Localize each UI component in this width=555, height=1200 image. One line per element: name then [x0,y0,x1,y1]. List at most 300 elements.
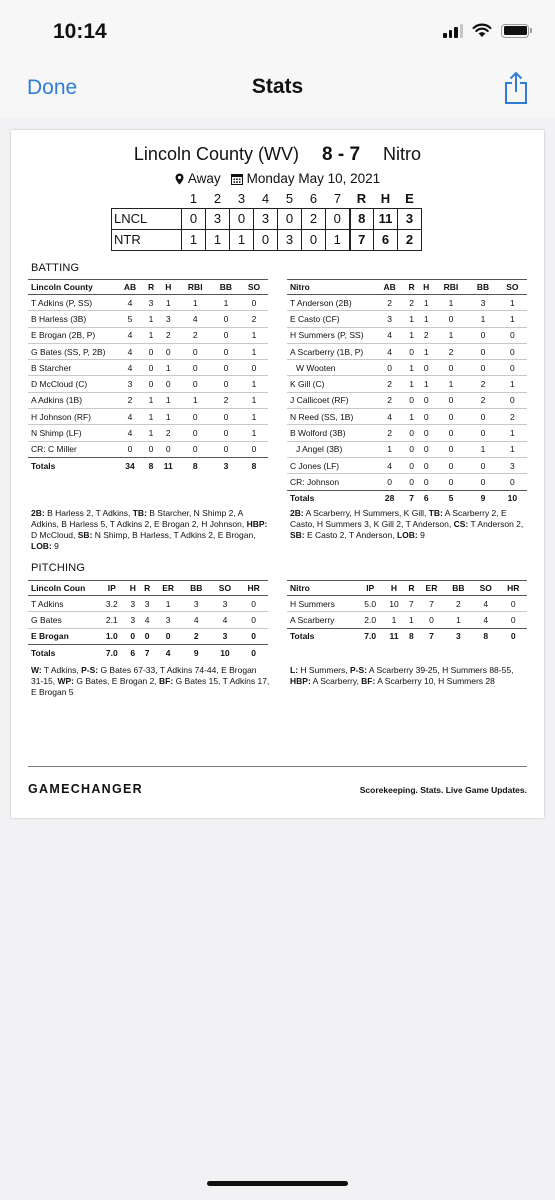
stat-column-header: ER [418,581,444,596]
stat-cell: 1 [404,360,419,376]
stat-cell: 2 [445,596,472,612]
stat-cell: 0 [498,474,527,490]
stat-column-header: RBI [179,280,212,295]
stat-cell: 1 [240,343,268,359]
batter-row [28,425,268,441]
stat-cell: 4 [140,612,154,628]
inning-runs: 0 [230,208,254,229]
stat-column-header: R [144,280,158,295]
inning-runs: 1 [182,229,206,250]
inning-header: 7 [333,191,342,207]
total-stat-cell: 6 [419,490,434,506]
stat-column-header: SO [240,280,268,295]
player-name: A Scarberry [287,612,357,628]
stat-cell: 3 [140,596,154,612]
stat-cell: 4 [375,343,404,359]
stat-cell: 0 [144,343,158,359]
note-value: 9 [417,530,425,540]
stat-column-header: SO [498,280,527,295]
stat-column-header: R [404,280,419,295]
stat-cell: 0 [158,343,179,359]
stat-cell: 1 [434,376,469,392]
inning-runs: 0 [326,208,350,229]
inning-runs: 1 [326,229,350,250]
stat-cell: 1 [445,612,472,628]
stat-cell: 3.2 [98,596,126,612]
stat-cell: 1 [240,376,268,392]
stat-cell: 0 [498,343,527,359]
team-column-header: Lincoln Coun [28,581,98,596]
stat-cell: 0 [434,474,469,490]
away-team-name: Nitro [383,144,422,164]
stat-cell: 2 [375,425,404,441]
stat-cell: 5.0 [357,596,383,612]
lincoln-pitching-notes [31,665,271,698]
total-stat-cell: 5 [434,490,469,506]
stat-cell: 0 [419,457,434,473]
stat-cell: 0 [240,360,268,376]
pitcher-row [28,612,268,628]
stat-cell: 0 [419,409,434,425]
note-value: D McCloud, [31,530,78,540]
stat-cell: 0 [434,392,469,408]
note-key: BF: [159,676,174,686]
stat-cell: 4 [116,409,144,425]
total-stat-cell: 7.0 [357,628,383,644]
inning-runs: 3 [206,208,230,229]
note-key: TB: [428,508,443,518]
batter-row [28,392,268,408]
stat-cell: 1 [240,327,268,343]
stat-cell: 0 [434,409,469,425]
inning-header: 2 [213,191,222,207]
total-stat-cell: 10 [498,490,527,506]
totals-label: Totals [28,644,98,660]
batter-row [28,360,268,376]
player-name: J Angel (3B) [287,441,375,457]
inning-header: 3 [237,191,246,207]
table-header-row [28,581,268,596]
note-value: G Bates 15, T Adkins 17, E Brogan 5 [31,676,270,697]
stat-column-header: BB [212,280,240,295]
game-date: Monday May 10, 2021 [246,171,381,186]
note-key: HBP: [290,676,311,686]
stat-cell: 1 [212,295,240,311]
stat-column-header: SO [472,581,499,596]
linescore-row [112,229,422,250]
total-stat-cell: 3 [212,457,240,473]
total-stat-cell: 8 [405,628,419,644]
stat-cell: 0 [140,628,154,644]
note-key: P-S: [349,665,367,675]
stat-cell: 0 [116,441,144,457]
player-name: CR: C Miller [28,441,116,457]
stat-cell: 0 [404,474,419,490]
totals-row [28,644,268,660]
home-team-name: Lincoln County (WV) [133,144,299,164]
total-runs: 8 [350,208,374,229]
stat-cell: 1 [404,376,419,392]
stat-cell: 2 [182,628,211,644]
batter-row [287,441,527,457]
stat-cell: 0 [212,441,240,457]
stat-column-header: H [158,280,179,295]
stat-cell: 0 [434,457,469,473]
stat-cell: 2 [468,392,497,408]
stat-cell: 3 [158,311,179,327]
total-stat-cell: 7 [404,490,419,506]
stat-cell: 1 [240,425,268,441]
player-name: G Bates (SS, P, 2B) [28,343,116,359]
note-key: CS: [453,519,469,529]
stat-cell: 0 [404,392,419,408]
stat-column-header: AB [116,280,144,295]
batter-row [287,474,527,490]
stat-cell: 0 [154,628,182,644]
note-value: E Casto 2, T Anderson, [304,530,397,540]
stat-cell: 0 [404,441,419,457]
player-name: E Casto (CF) [287,311,375,327]
stat-cell: 1 [240,392,268,408]
stat-cell: 1 [468,311,497,327]
total-stat-cell: 11 [158,457,179,473]
table-header-row [287,280,527,295]
stat-cell: 0 [375,474,404,490]
stat-cell: 2 [404,295,419,311]
player-name: B Harless (3B) [28,311,116,327]
page-title: Stats [251,75,304,98]
inning-header: 6 [309,191,318,207]
player-name: G Bates [28,612,98,628]
stat-cell: 0 [144,441,158,457]
stat-cell: 2 [468,376,497,392]
note-value: H Summers, [298,665,350,675]
stat-cell: 1 [179,295,212,311]
note-key: LOB: [31,541,52,551]
totals-row [287,628,527,644]
inning-runs: 0 [254,229,278,250]
player-name: A Scarberry (1B, P) [287,343,375,359]
stat-cell: 0 [404,343,419,359]
game-location: Away [187,171,221,186]
inning-runs: 0 [302,229,326,250]
stat-column-header: R [140,581,154,596]
stat-cell: 1 [144,425,158,441]
stat-cell: 0 [468,327,497,343]
stat-column-header: H [419,280,434,295]
stat-cell: 3 [211,596,240,612]
stat-cell: 10 [383,596,404,612]
stat-cell: 0 [126,628,140,644]
stat-cell: 1 [154,596,182,612]
batter-row [28,376,268,392]
stat-cell: 0 [434,360,469,376]
stat-cell: 1 [158,360,179,376]
stat-cell: 0 [419,425,434,441]
stat-cell: 1 [405,612,419,628]
inning-runs: 0 [278,208,302,229]
stat-cell: 0 [499,596,527,612]
stat-cell: 4 [116,295,144,311]
batter-row [287,457,527,473]
stat-cell: 1 [144,409,158,425]
team-column-header: Lincoln County [28,280,116,295]
stat-cell: 0 [212,327,240,343]
stat-cell: 0 [212,409,240,425]
player-name: T Adkins [28,596,98,612]
stat-cell: 1 [404,409,419,425]
note-value: T Adkins, [41,665,82,675]
total-stat-cell: 0 [499,628,527,644]
status-bar [0,0,555,62]
share-icon[interactable] [503,71,529,105]
stat-cell: 0 [179,409,212,425]
stat-cell: 4 [472,612,499,628]
player-name: J Callicoet (RF) [287,392,375,408]
stat-cell: 1 [434,327,469,343]
stat-cell: 0 [468,343,497,359]
batter-row [287,425,527,441]
nitro-batting-notes [290,508,530,541]
total-stat-cell: 28 [375,490,404,506]
stat-cell: 0 [212,343,240,359]
gamechanger-logo: GAMECHANGER [28,782,143,796]
stat-cell: 3 [211,628,240,644]
player-name: H Johnson (RF) [28,409,116,425]
status-icons [443,23,529,38]
inning-header: 4 [261,191,270,207]
stat-cell: 0 [404,425,419,441]
stat-cell: 4 [179,311,212,327]
stat-cell: 1 [158,409,179,425]
total-stat-cell: 4 [154,644,182,660]
note-key: TB: [132,508,147,518]
note-value: B Starcher, N Shimp 2, A Adkins, B Harless 5, T Adkins 2, E Brogan 2, H Johnson, [31,508,247,529]
player-name: T Anderson (2B) [287,295,375,311]
stat-cell: 1 [144,327,158,343]
stat-column-header: BB [445,581,472,596]
pitcher-row [287,596,527,612]
note-value: T Anderson 2, [468,519,524,529]
stat-cell: 2 [498,409,527,425]
stat-cell: 0 [212,360,240,376]
done-button[interactable]: Done [27,76,78,99]
player-name: A Adkins (1B) [28,392,116,408]
footer-divider [28,766,527,767]
total-errors: 2 [398,229,422,250]
stat-cell: 4 [116,425,144,441]
final-score: 8 - 7 [322,144,361,165]
stat-cell: 4 [375,327,404,343]
stat-cell: 4 [116,360,144,376]
note-key: WP: [57,676,74,686]
note-value: A Scarberry, [310,676,362,686]
stat-cell: 1 [383,612,404,628]
hits-header: H [380,191,391,207]
stat-cell: 0 [419,474,434,490]
total-stat-cell: 10 [211,644,240,660]
stat-column-header: HR [499,581,527,596]
batter-row [28,295,268,311]
stat-column-header: BB [182,581,211,596]
note-value: N Shimp, B Harless, T Adkins 2, E Brogan, [92,530,256,540]
stat-cell: 1 [498,295,527,311]
stat-cell: 0 [434,425,469,441]
total-stat-cell: 8 [472,628,499,644]
stat-cell: 1 [434,295,469,311]
cellular-signal-icon [443,24,463,38]
stat-cell: 0 [239,596,268,612]
stat-cell: 1 [404,311,419,327]
status-time: 10:14 [53,20,107,43]
stat-cell: 0 [240,295,268,311]
stat-cell: 4 [375,457,404,473]
note-key: W: [31,665,42,675]
note-key: 2B: [31,508,45,518]
stat-cell: 1 [179,392,212,408]
inning-runs: 1 [206,229,230,250]
stat-cell: 1 [498,425,527,441]
batting-section-title: BATTING [31,262,80,274]
stat-cell: 0 [498,392,527,408]
total-errors: 3 [398,208,422,229]
stat-cell: 1 [158,392,179,408]
stat-column-header: H [126,581,140,596]
totals-label: Totals [287,628,357,644]
stat-cell: 0 [419,441,434,457]
stat-column-header: AB [375,280,404,295]
stat-cell: 0 [212,376,240,392]
stat-cell: 0 [404,457,419,473]
lincoln-batting-table [28,279,268,473]
total-stat-cell: 7 [140,644,154,660]
stat-cell: 1 [419,311,434,327]
stat-cell: 0 [499,612,527,628]
batter-row [28,441,268,457]
nitro-batting-table [287,279,527,506]
player-name: H Summers (P, SS) [287,327,375,343]
total-hits: 11 [374,208,398,229]
stat-cell: 0 [158,376,179,392]
stat-cell: 0 [419,360,434,376]
stat-cell: 1 [419,295,434,311]
lincoln-batting-notes [31,508,271,552]
stat-cell: 3 [126,596,140,612]
total-stat-cell: 34 [116,457,144,473]
total-stat-cell: 11 [383,628,404,644]
stat-cell: 0 [212,311,240,327]
stat-cell: 0 [239,612,268,628]
stat-cell: 3 [498,457,527,473]
home-indicator [207,1181,348,1186]
stat-cell: 0 [434,311,469,327]
stat-cell: 0 [179,376,212,392]
batter-row [28,327,268,343]
stat-cell: 1 [240,409,268,425]
stat-cell: 2 [158,425,179,441]
stat-cell: 1 [498,441,527,457]
stat-cell: 0 [179,441,212,457]
stat-cell: 0 [179,425,212,441]
stat-cell: 3 [182,596,211,612]
linescore-row [112,208,422,229]
table-header-row [28,280,268,295]
stat-cell: 3 [116,376,144,392]
batter-row [287,409,527,425]
team-column-header: Nitro [287,581,357,596]
stat-cell: 2.0 [357,612,383,628]
pitcher-row [28,596,268,612]
stat-cell: 4 [116,343,144,359]
total-stat-cell: 8 [144,457,158,473]
stat-cell: 0 [240,441,268,457]
stat-column-header: SO [211,581,240,596]
stat-cell: 0 [468,457,497,473]
stat-cell: 0 [212,425,240,441]
note-key: P-S: [81,665,99,675]
stat-column-header: H [383,581,404,596]
player-name: H Summers [287,596,357,612]
stat-cell: 2 [179,327,212,343]
stat-cell: 2 [419,327,434,343]
batter-row [28,311,268,327]
stat-cell: 1 [498,311,527,327]
stat-cell: 0 [468,474,497,490]
stat-cell: 1 [468,441,497,457]
totals-row [287,490,527,506]
stat-cell: 0 [498,360,527,376]
runs-header: R [356,191,367,207]
note-value: A Scarberry 39-25, H Summers 88-55, [366,665,514,675]
stat-cell: 2.1 [98,612,126,628]
pitching-section-title: PITCHING [31,562,86,574]
player-name: E Brogan (2B, P) [28,327,116,343]
nitro-pitching-notes [290,665,530,687]
note-value: G Bates 67-33, T Adkins 74-44, E Brogan 31-15, [31,665,257,686]
player-name: W Wooten [287,360,375,376]
total-hits: 6 [374,229,398,250]
note-value: A Scarberry 10, H Summers 28 [375,676,495,686]
stat-cell: 1 [144,392,158,408]
player-name: N Shimp (LF) [28,425,116,441]
total-stat-cell: 3 [445,628,472,644]
note-key: SB: [77,530,93,540]
stat-cell: 0 [375,360,404,376]
inning-runs: 2 [302,208,326,229]
pitcher-row [28,628,268,644]
note-key: 2B: [290,508,304,518]
total-stat-cell: 8 [240,457,268,473]
stat-cell: 2 [375,392,404,408]
stat-cell: 7 [405,596,419,612]
total-stat-cell: 7.0 [98,644,126,660]
stat-column-header: ER [154,581,182,596]
stat-column-header: IP [98,581,126,596]
stat-column-header: R [405,581,419,596]
footer-tagline: Scorekeeping. Stats. Live Game Updates. [359,785,527,795]
stat-cell: 5 [116,311,144,327]
batter-row [287,311,527,327]
wifi-icon [472,23,492,38]
stat-cell: 0 [144,376,158,392]
note-key: BF: [361,676,376,686]
player-name: B Starcher [28,360,116,376]
stat-cell: 1 [498,376,527,392]
errors-header: E [405,191,414,207]
player-name: T Adkins (P, SS) [28,295,116,311]
stat-cell: 1 [375,441,404,457]
inning-header: 5 [285,191,294,207]
